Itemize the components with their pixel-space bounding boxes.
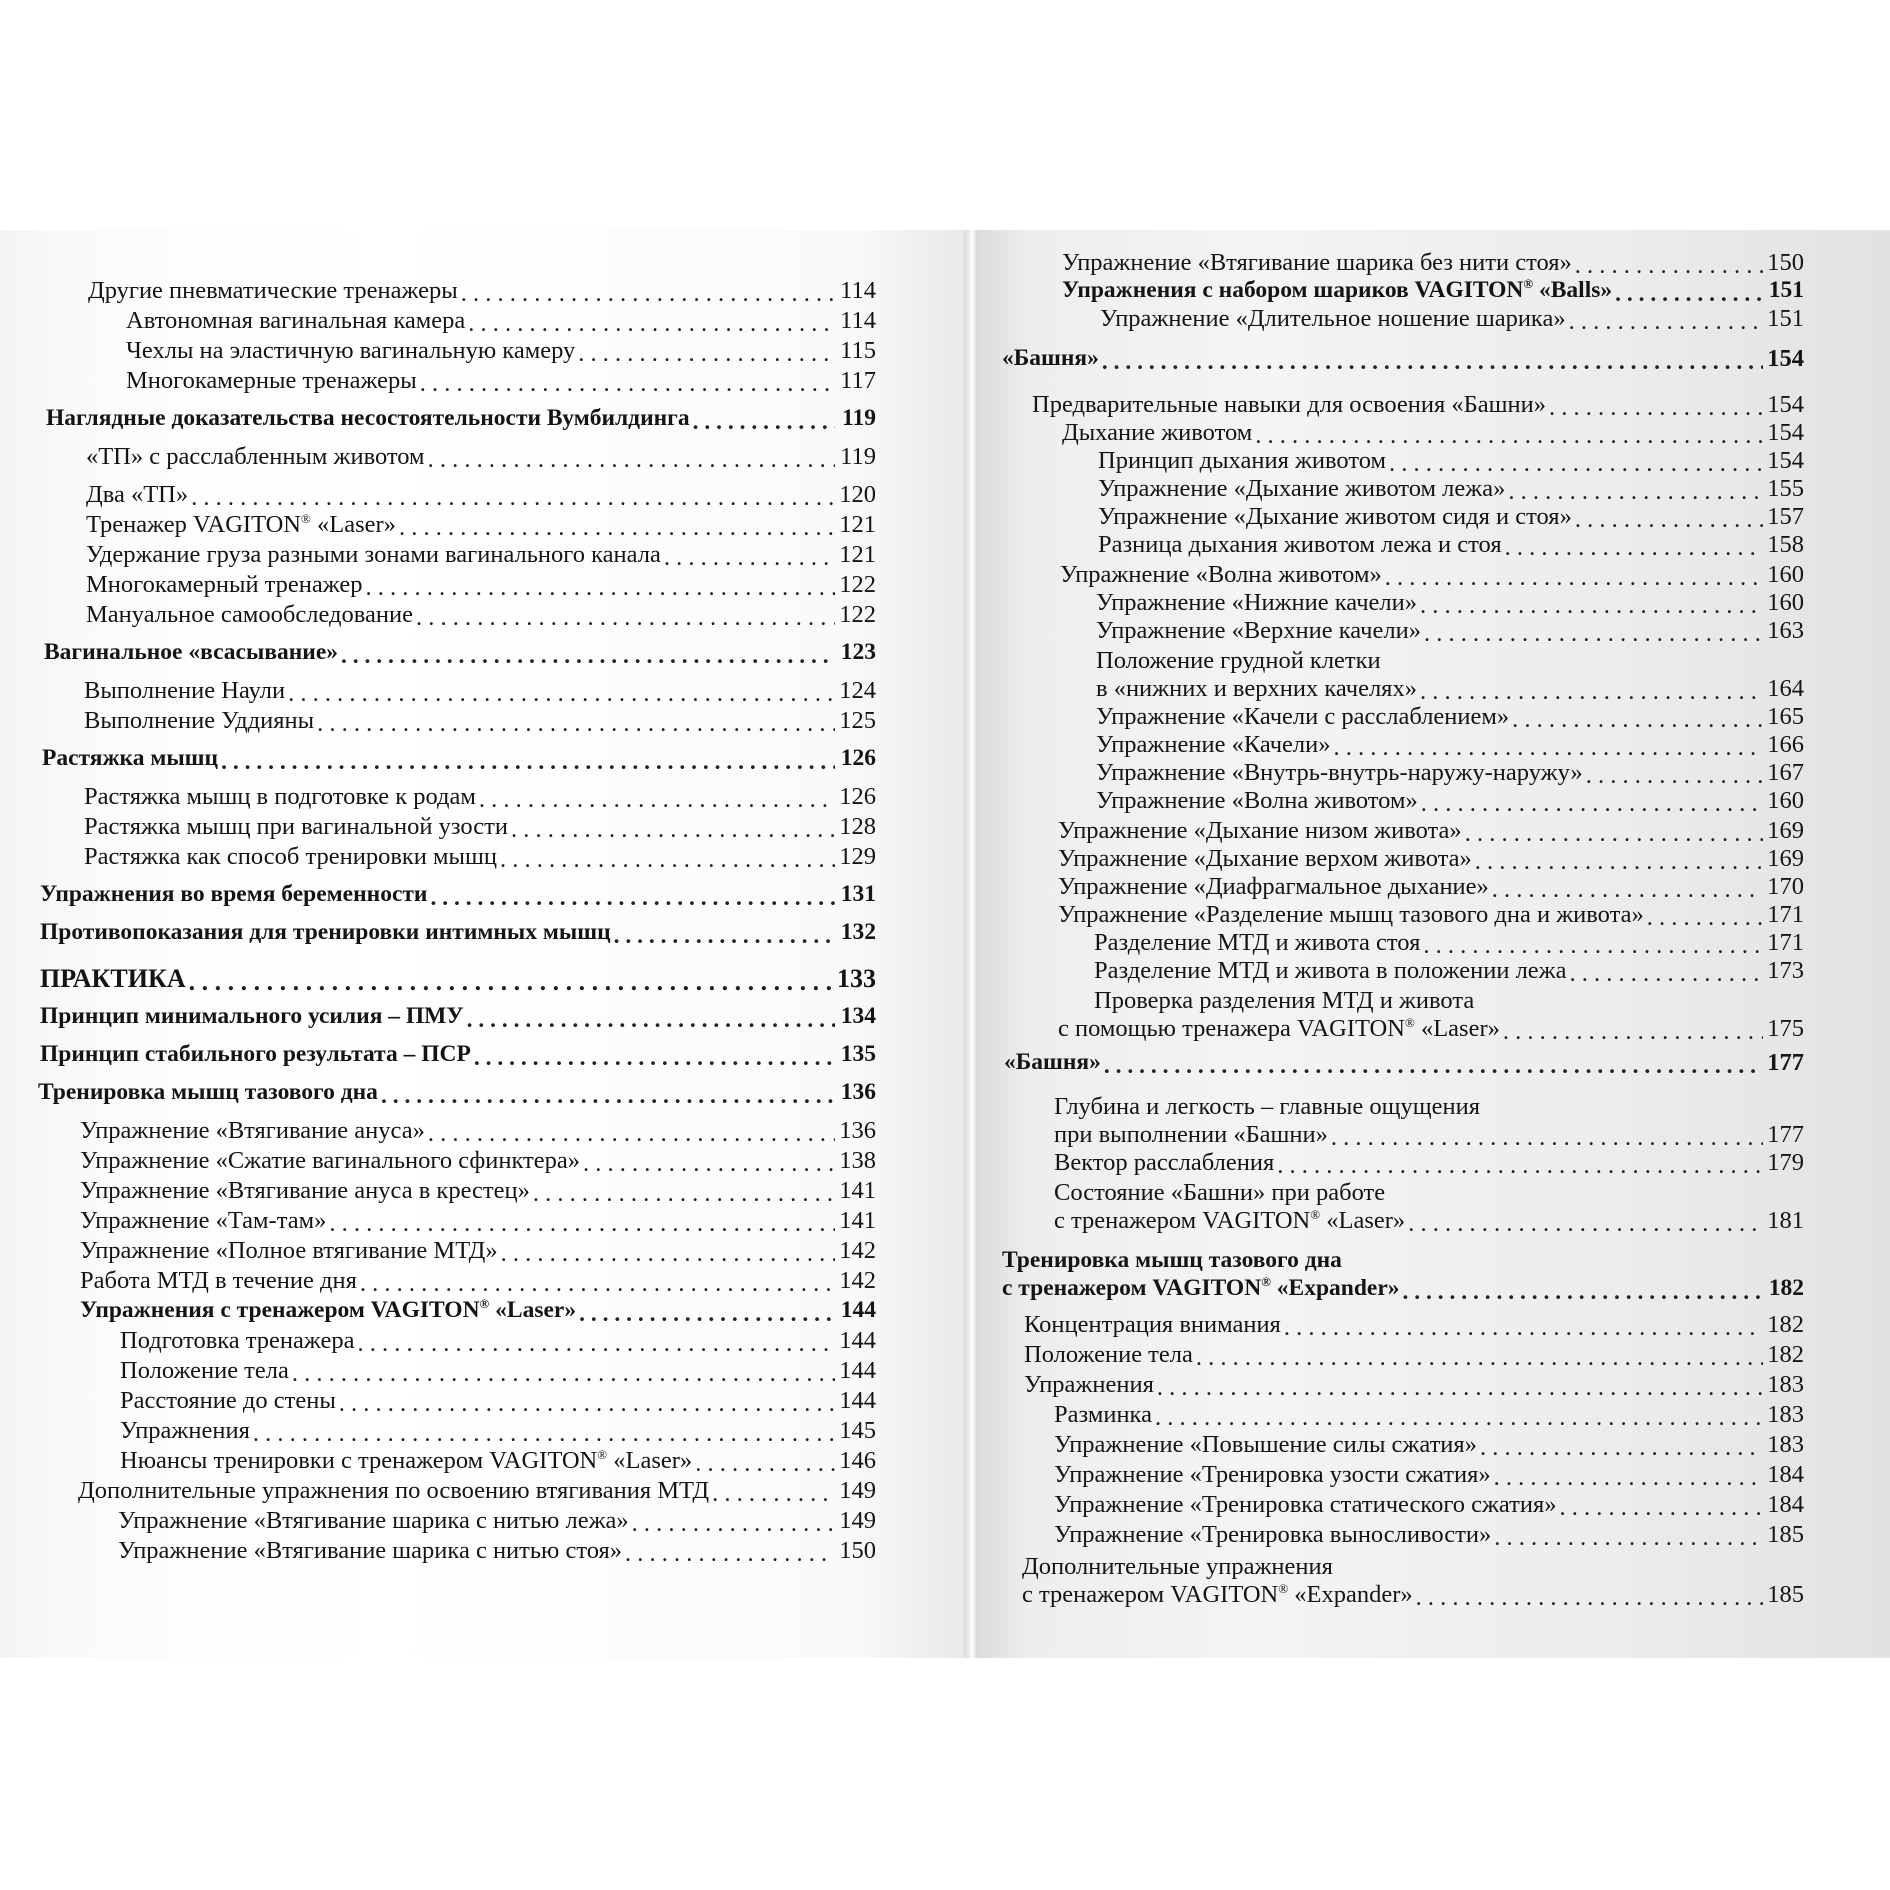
registered-mark: ® [1278, 1580, 1289, 1596]
toc-entry[interactable] [1054, 1520, 1804, 1549]
toc-entry-title: Упражнения во время беременности [40, 881, 428, 907]
toc-entry[interactable] [84, 676, 876, 705]
toc-entry-page: 119 [840, 443, 876, 470]
toc-entry[interactable] [86, 442, 876, 471]
toc-entry-page: 142 [839, 1237, 876, 1264]
toc-entry-title: Упражнение «Внутрь-внутрь-наружу-наружу» [1096, 759, 1583, 786]
toc-entry-page: 160 [1767, 561, 1804, 588]
left-page [0, 230, 964, 1658]
toc-entry-page: 120 [839, 481, 876, 508]
toc-entry-title: Упражнение «Тренировка статического сжатия» [1054, 1491, 1557, 1518]
toc-entry-title: Другие пневматические тренажеры [88, 277, 458, 304]
toc-entry-title: Наглядные доказательства несостоятельности Вумбилдинга [46, 405, 690, 431]
toc-entry-page: 184 [1767, 1491, 1804, 1518]
toc-entry[interactable] [80, 1206, 876, 1235]
toc-entry-page: 182 [1768, 1275, 1804, 1301]
toc-entry[interactable] [40, 964, 876, 993]
toc-entry[interactable] [1058, 816, 1804, 845]
toc-entry-page: 121 [839, 511, 876, 538]
toc-entry-title: Автономная вагинальная камера [126, 307, 466, 334]
toc-entry-title: Вектор расслабления [1054, 1149, 1275, 1176]
toc-entry-page: 154 [1767, 447, 1804, 474]
toc-entry-page: 138 [839, 1147, 876, 1174]
toc-entry-page: 173 [1767, 957, 1804, 984]
toc-entry[interactable] [40, 1002, 876, 1031]
registered-mark: ® [597, 1446, 608, 1462]
toc-entry-page: 122 [839, 601, 876, 628]
toc-entry-page: 128 [839, 813, 876, 840]
toc-entry-page: 122 [839, 571, 876, 598]
toc-entry-title: Упражнение «Там-там» [80, 1207, 327, 1234]
toc-entry-title: Мануальное самообследование [86, 601, 413, 628]
toc-entry-page: 175 [1767, 1015, 1804, 1042]
toc-entry-page: 149 [839, 1477, 876, 1504]
toc-entry-title: Противопоказания для тренировки интимных мышц [40, 919, 611, 945]
toc-entry[interactable] [1096, 674, 1804, 703]
toc-entry[interactable] [86, 600, 876, 629]
toc-entry-title: ПРАКТИКА [40, 964, 186, 993]
toc-entry-title: Многокамерные тренажеры [126, 367, 417, 394]
toc-entry-page: 123 [840, 639, 876, 665]
toc-entry-page: 154 [1767, 391, 1804, 418]
toc-entry-title: Растяжка мышц при вагинальной узости [84, 813, 508, 840]
toc-entry-page: 144 [840, 1297, 876, 1323]
toc-entry-title: Разделение МТД и живота стоя [1094, 929, 1421, 956]
toc-entry-page: 144 [839, 1387, 876, 1414]
toc-entry[interactable] [80, 1296, 876, 1325]
toc-entry-page: 185 [1767, 1521, 1804, 1548]
toc-entry-title: Растяжка мышц [42, 745, 219, 771]
toc-entry[interactable] [126, 366, 876, 395]
toc-entry-page: 170 [1767, 873, 1804, 900]
toc-entry-title: Упражнение «Втягивание ануса в крестец» [80, 1177, 530, 1204]
toc-entry[interactable] [1032, 390, 1804, 419]
toc-entry-title: Работа МТД в течение дня [80, 1267, 357, 1294]
toc-entry-title: Нюансы тренировки с тренажером VAGITON® «Laser» [120, 1446, 693, 1474]
toc-entry-page: 141 [839, 1207, 876, 1234]
toc-entry[interactable] [1096, 588, 1804, 617]
toc-entry-title: Упражнение «Нижние качели» [1096, 589, 1417, 616]
toc-entry-page: 132 [840, 919, 876, 945]
toc-entry-title: Подготовка тренажера [120, 1327, 355, 1354]
toc-entry-title: Тренажер VAGITON® «Laser» [86, 510, 396, 538]
toc-entry-page: 160 [1767, 589, 1804, 616]
toc-entry-title: Выполнение Уддияны [84, 707, 315, 734]
toc-entry-title: с тренажером VAGITON® «Expander» [1002, 1274, 1400, 1301]
toc-entry[interactable] [40, 880, 876, 909]
toc-entry-page: 129 [839, 843, 876, 870]
toc-entry[interactable] [120, 1446, 876, 1475]
toc-entry-page: 115 [840, 337, 876, 364]
toc-entry[interactable] [120, 1416, 876, 1445]
toc-entry[interactable] [1054, 1430, 1804, 1459]
toc-entry-title: «Башня» [1002, 345, 1099, 371]
toc-entry[interactable] [88, 276, 876, 305]
toc-entry-title: Упражнение «Втягивание шарика без нити стоя» [1062, 249, 1572, 276]
toc-entry[interactable] [1094, 956, 1804, 985]
toc-entry[interactable] [1054, 1206, 1804, 1235]
toc-entry-title: «ТП» с расслабленным животом [86, 443, 425, 470]
toc-entry-page: 169 [1767, 845, 1804, 872]
toc-entry-title: Упражнение «Дыхание низом живота» [1058, 817, 1462, 844]
registered-mark: ® [479, 1296, 490, 1312]
toc-entry-title: Чехлы на эластичную вагинальную камеру [126, 337, 576, 364]
right-page [978, 230, 1890, 1658]
toc-entry-page: 150 [839, 1537, 876, 1564]
toc-entry-page: 135 [840, 1041, 876, 1067]
toc-entry[interactable] [120, 1356, 876, 1385]
toc-entry-page: 114 [840, 307, 876, 334]
toc-entry-page: 158 [1767, 531, 1804, 558]
toc-entry[interactable] [126, 306, 876, 335]
toc-entry-page: 183 [1767, 1371, 1804, 1398]
toc-entry-title: Упражнение «Повышение силы сжатия» [1054, 1431, 1477, 1458]
toc-entry[interactable] [84, 812, 876, 841]
toc-entry-title: Тренировка мышц тазового дна [38, 1079, 378, 1105]
toc-entry-title-continued: Проверка разделения МТД и живота [1094, 987, 1475, 1014]
toc-entry[interactable] [1096, 616, 1804, 645]
toc-entry[interactable] [1022, 1580, 1804, 1609]
toc-entry-title: Разминка [1054, 1401, 1152, 1428]
toc-entry[interactable] [84, 842, 876, 871]
toc-entry-title: Упражнение «Качели» [1096, 731, 1331, 758]
toc-entry-title: Упражнение «Волна животом» [1060, 561, 1382, 588]
toc-entry[interactable] [86, 570, 876, 599]
toc-entry-title: Упражнение «Волна животом» [1096, 787, 1418, 814]
toc-entry-title: Упражнение «Качели с расслаблением» [1096, 703, 1510, 730]
toc-entry-page: 164 [1767, 675, 1804, 702]
toc-entry-page: 114 [840, 277, 876, 304]
toc-entry-title: Упражнения с тренажером VAGITON® «Laser» [80, 1296, 577, 1323]
toc-entry[interactable] [118, 1506, 876, 1535]
toc-entry[interactable] [1054, 1490, 1804, 1519]
toc-entry[interactable] [80, 1176, 876, 1205]
toc-entry[interactable] [40, 1040, 876, 1069]
toc-entry-page: 136 [840, 1079, 876, 1105]
toc-entry-title: «Башня» [1004, 1049, 1101, 1075]
toc-entry[interactable] [84, 782, 876, 811]
book-gutter [964, 230, 978, 1658]
toc-entry-page: 119 [842, 405, 876, 431]
toc-entry-title-continued: Дополнительные упражнения [1022, 1553, 1333, 1580]
toc-entry-title: при выполнении «Башни» [1054, 1121, 1328, 1148]
toc-entry[interactable] [120, 1386, 876, 1415]
toc-entry-page: 181 [1767, 1207, 1804, 1234]
toc-entry[interactable] [1058, 900, 1804, 929]
toc-entry[interactable] [42, 744, 876, 773]
toc-entry-page: 155 [1767, 475, 1804, 502]
toc-entry-page: 125 [839, 707, 876, 734]
toc-entry-title: в «нижних и верхних качелях» [1096, 675, 1417, 702]
toc-entry[interactable] [80, 1116, 876, 1145]
toc-entry-title: Упражнение «Дыхание животом лежа» [1098, 475, 1506, 502]
toc-entry-page: 144 [839, 1357, 876, 1384]
toc-entry[interactable] [126, 336, 876, 365]
toc-entry-title: Концентрация внимания [1024, 1311, 1281, 1338]
toc-entry[interactable] [1058, 872, 1804, 901]
toc-entry-page: 141 [839, 1177, 876, 1204]
toc-entry-title: Растяжка как способ тренировки мышц [84, 843, 497, 870]
toc-entry-page: 167 [1767, 759, 1804, 786]
toc-entry-title: Упражнение «Сжатие вагинального сфинктера» [80, 1147, 581, 1174]
toc-entry-title: Расстояние до стены [120, 1387, 336, 1414]
toc-entry[interactable] [120, 1326, 876, 1355]
toc-entry[interactable] [1058, 844, 1804, 873]
toc-entry-title: Принцип минимального усилия – ПМУ [40, 1003, 464, 1029]
toc-entry-title: Упражнение «Тренировка узости сжатия» [1054, 1461, 1491, 1488]
toc-entry-page: 165 [1767, 703, 1804, 730]
toc-entry-title-continued: Тренировка мышц тазового дна [1002, 1247, 1342, 1273]
toc-entry[interactable] [1096, 786, 1804, 815]
toc-entry-page: 171 [1767, 929, 1804, 956]
toc-entry[interactable] [80, 1266, 876, 1295]
toc-entry[interactable] [1060, 560, 1804, 589]
toc-entry-page: 169 [1767, 817, 1804, 844]
toc-entry[interactable] [1054, 1400, 1804, 1429]
toc-entry[interactable] [84, 706, 876, 735]
toc-entry-page: 183 [1767, 1401, 1804, 1428]
toc-entry[interactable] [80, 1146, 876, 1175]
toc-entry-page: 154 [1767, 419, 1804, 446]
toc-entry-title: Упражнение «Втягивание шарика с нитью стоя» [118, 1537, 623, 1564]
toc-entry-page: 144 [839, 1327, 876, 1354]
registered-mark: ® [1310, 1206, 1321, 1222]
toc-entry-title: Два «ТП» [86, 481, 189, 508]
toc-entry-title: Многокамерный тренажер [86, 571, 363, 598]
toc-entry-page: 126 [840, 745, 876, 771]
toc-entry-title: Упражнение «Разделение мышц тазового дна и живота» [1058, 901, 1644, 928]
toc-entry-page: 177 [1767, 1049, 1804, 1076]
toc-entry-title-continued: Положение грудной клетки [1096, 647, 1381, 674]
registered-mark: ® [1404, 1014, 1415, 1030]
toc-entry[interactable] [1024, 1340, 1804, 1369]
toc-entry-page: 151 [1768, 277, 1804, 303]
toc-entry-page: 182 [1767, 1341, 1804, 1368]
toc-entry-title: Упражнения с набором шариков VAGITON® «Balls» [1062, 276, 1613, 303]
toc-entry[interactable] [1098, 474, 1804, 503]
toc-entry-page: 157 [1767, 503, 1804, 530]
toc-entry[interactable] [1096, 702, 1804, 731]
toc-entry[interactable] [46, 404, 876, 433]
toc-entry[interactable] [86, 510, 876, 539]
toc-entry-title: Упражнения [1024, 1371, 1154, 1398]
toc-entry-page: 154 [1767, 345, 1804, 372]
toc-entry[interactable] [1098, 446, 1804, 475]
toc-entry-title: Удержание груза разными зонами вагинального канала [86, 541, 661, 568]
toc-entry-page: 136 [839, 1117, 876, 1144]
toc-entry-page: 121 [839, 541, 876, 568]
toc-entry[interactable] [1002, 344, 1804, 373]
toc-entry[interactable] [1098, 530, 1804, 559]
toc-entry-page: 131 [840, 881, 876, 907]
toc-entry[interactable] [1096, 758, 1804, 787]
toc-entry-title: Положение тела [1024, 1341, 1193, 1368]
toc-entry-page: 183 [1767, 1431, 1804, 1458]
toc-entry-page: 151 [1767, 305, 1804, 332]
toc-entry-title: с тренажером VAGITON® «Laser» [1054, 1206, 1406, 1234]
toc-entry[interactable] [1054, 1120, 1804, 1149]
toc-entry-page: 142 [839, 1267, 876, 1294]
toc-entry-title: с тренажером VAGITON® «Expander» [1022, 1580, 1413, 1608]
toc-entry-title: Упражнение «Втягивание ануса» [80, 1117, 425, 1144]
toc-entry-page: 149 [839, 1507, 876, 1534]
toc-entry[interactable] [1094, 928, 1804, 957]
toc-entry[interactable] [118, 1536, 876, 1565]
toc-entry[interactable] [1058, 1014, 1804, 1043]
toc-entry-title: Разница дыхания животом лежа и стоя [1098, 531, 1502, 558]
toc-entry-title: Упражнение «Полное втягивание МТД» [80, 1237, 498, 1264]
toc-entry-page: 124 [839, 677, 876, 704]
toc-entry-title-continued: Состояние «Башни» при работе [1054, 1179, 1386, 1206]
toc-entry-title: Упражнение «Дыхание животом сидя и стоя» [1098, 503, 1572, 530]
toc-entry-page: 146 [839, 1447, 876, 1474]
toc-entry-title: Принцип стабильного результата – ПСР [40, 1041, 471, 1067]
toc-entry-page: 117 [840, 367, 876, 394]
toc-entry[interactable] [1054, 1148, 1804, 1177]
toc-entry[interactable] [38, 1078, 876, 1107]
toc-entry[interactable] [1054, 1460, 1804, 1489]
toc-entry-title: Выполнение Наули [84, 677, 286, 704]
toc-entry-title: Предварительные навыки для освоения «Башни» [1032, 391, 1546, 418]
toc-entry-page: 166 [1767, 731, 1804, 758]
toc-entry[interactable] [1062, 276, 1804, 305]
toc-entry[interactable] [1024, 1310, 1804, 1339]
toc-entry-title: Упражнение «Втягивание шарика с нитью лежа» [118, 1507, 629, 1534]
toc-entry-page: 182 [1767, 1311, 1804, 1338]
toc-entry-page: 177 [1767, 1121, 1804, 1148]
toc-entry[interactable] [1002, 1274, 1804, 1303]
toc-entry-title: Упражнения [120, 1417, 250, 1444]
toc-entry-title: Растяжка мышц в подготовке к родам [84, 783, 476, 810]
toc-entry[interactable] [80, 1236, 876, 1265]
toc-entry-page: 134 [840, 1003, 876, 1029]
toc-entry-page: 163 [1767, 617, 1804, 644]
toc-entry-title: Упражнение «Дыхание верхом живота» [1058, 845, 1472, 872]
toc-entry-page: 184 [1767, 1461, 1804, 1488]
toc-entry[interactable] [40, 918, 876, 947]
registered-mark: ® [1523, 276, 1534, 292]
toc-entry-page: 179 [1767, 1149, 1804, 1176]
toc-entry-page: 133 [837, 964, 876, 993]
toc-entry[interactable] [1098, 502, 1804, 531]
toc-entry-title: Упражнение «Тренировка выносливости» [1054, 1521, 1492, 1548]
toc-entry-page: 185 [1767, 1581, 1804, 1608]
toc-entry-title: Разделение МТД и живота в положении лежа [1094, 957, 1567, 984]
toc-entry-title: Принцип дыхания животом [1098, 447, 1387, 474]
registered-mark: ® [1261, 1274, 1271, 1290]
toc-entry-title: Вагинальное «всасывание» [44, 639, 339, 665]
toc-entry[interactable] [1062, 418, 1804, 447]
toc-entry[interactable] [86, 540, 876, 569]
toc-entry[interactable] [1096, 730, 1804, 759]
toc-entry-title: с помощью тренажера VAGITON® «Laser» [1058, 1014, 1500, 1042]
registered-mark: ® [301, 510, 311, 526]
toc-entry-title: Дыхание животом [1062, 419, 1253, 446]
toc-entry[interactable] [1024, 1370, 1804, 1399]
toc-entry-title: Дополнительные упражнения по освоению втягивания МТД [78, 1477, 710, 1504]
toc-entry-page: 145 [839, 1417, 876, 1444]
toc-entry[interactable] [78, 1476, 876, 1505]
toc-entry-title: Положение тела [120, 1357, 289, 1384]
toc-entry-page: 150 [1767, 249, 1804, 276]
toc-entry[interactable] [44, 638, 876, 667]
toc-entry-page: 126 [839, 783, 876, 810]
toc-entry-title: Упражнение «Длительное ношение шарика» [1100, 305, 1566, 332]
toc-entry-title-continued: Глубина и легкость – главные ощущения [1054, 1093, 1480, 1120]
toc-entry-title: Упражнение «Диафрагмальное дыхание» [1058, 873, 1489, 900]
toc-entry[interactable] [1100, 304, 1804, 333]
toc-entry-title: Упражнение «Верхние качели» [1096, 617, 1421, 644]
toc-entry[interactable] [86, 480, 876, 509]
toc-entry[interactable] [1062, 248, 1804, 277]
toc-entry-page: 171 [1767, 901, 1804, 928]
toc-entry-page: 160 [1767, 787, 1804, 814]
toc-entry[interactable] [1004, 1048, 1804, 1077]
